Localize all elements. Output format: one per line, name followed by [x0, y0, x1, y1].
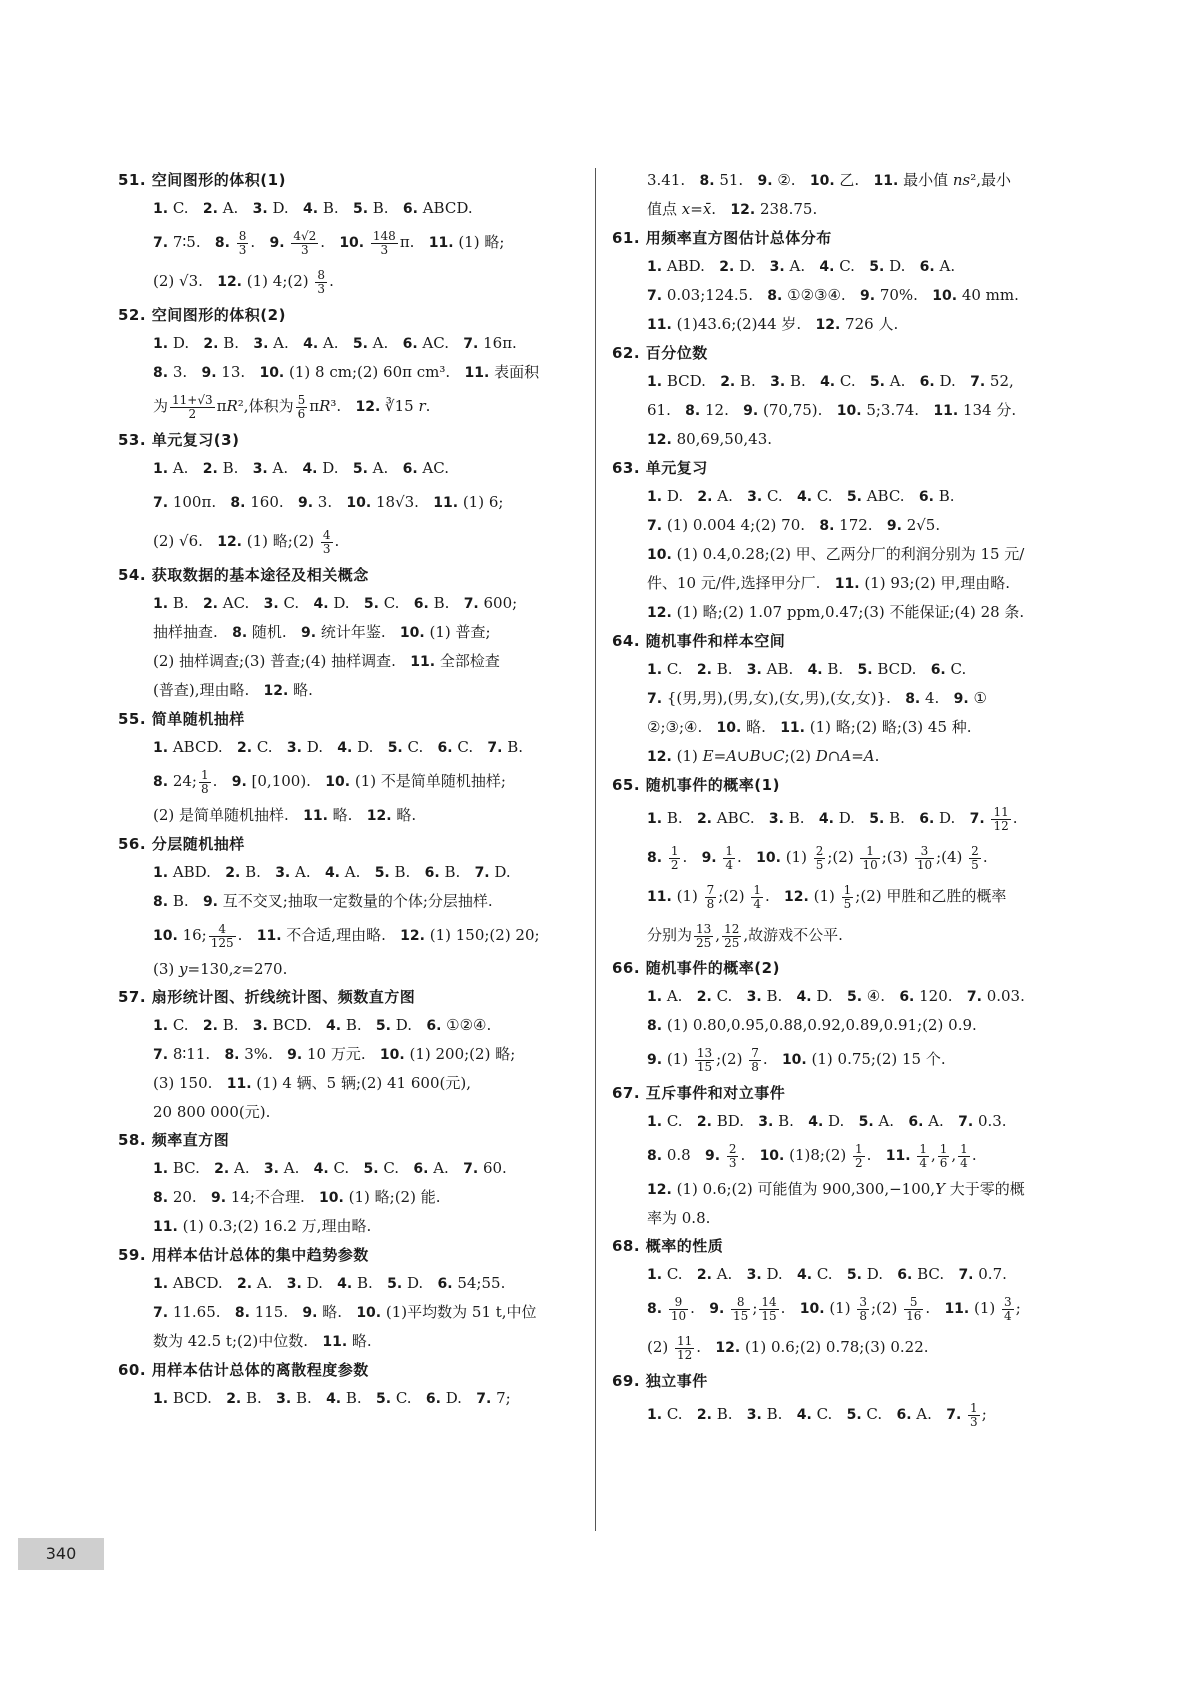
section-title: 57. 扇形统计图、折线统计图、频数直方图 [118, 988, 416, 1006]
section-title: 68. 概率的性质 [612, 1237, 724, 1255]
answer-line: 8. B. 9. 互不交叉;抽取一定数量的个体;分层抽样. [153, 892, 493, 910]
right-column [612, 166, 1077, 1434]
answer-line: (3) y=130,z=270. [153, 960, 288, 978]
answer-line: 7. 100π. 8. 160. 9. 3. 10. 18√3. 11. (1) 6; [153, 493, 504, 511]
answer-line: (2) √6. 12. (1) 略;(2) $\frac{4}{3}$ . [153, 527, 340, 556]
answer-line: 分别为 $\frac{13}{25}$ , $\frac{12}{25}$ ,故游戏不公平. [647, 921, 843, 950]
answer-line: 61. 8. 12. 9. (70,75). 10. 5;3.74. 11. 134 分. [647, 401, 1017, 419]
section-title: 59. 用样本估计总体的集中趋势参数 [118, 1246, 369, 1264]
answer-line: 12. (1) 略;(2) 1.07 ppm,0.47;(3) 不能保证;(4) 28 条. [647, 603, 1025, 621]
answer-line: 12. (1) E=A∪B∪C;(2) D∩A=A. [647, 747, 880, 765]
section-title: 60. 用样本估计总体的离散程度参数 [118, 1361, 369, 1379]
answer-line: 1. C. 2. A. 3. D. 4. C. 5. D. 6. BC. 7. 0.7. [647, 1265, 1007, 1283]
answer-line: 数为 42.5 t;(2)中位数. 11. 略. [153, 1332, 372, 1350]
column-divider [595, 168, 596, 1531]
answer-line: 7. 0.03;124.5. 8. ①②③④. 9. 70%. 10. 40 mm. [647, 286, 1019, 304]
answer-line: 1. D. 2. A. 3. C. 4. C. 5. ABC. 6. B. [647, 487, 955, 505]
answer-line: 7. (1) 0.004 4;(2) 70. 8. 172. 9. 2√5. [647, 516, 941, 534]
section-title: 69. 独立事件 [612, 1372, 708, 1390]
answer-line: 1. D. 2. B. 3. A. 4. A. 5. A. 6. AC. 7. 16π. [153, 334, 517, 352]
left-column [118, 166, 588, 1413]
section-title: 65. 随机事件的概率(1) [612, 776, 780, 794]
section-title: 52. 空间图形的体积(2) [118, 306, 286, 324]
answer-line: 12. (1) 0.6;(2) 可能值为 900,300,−100,Y 大于零的概 [647, 1180, 1025, 1198]
section-title: 64. 随机事件和样本空间 [612, 632, 786, 650]
answer-line: (2) 抽样调查;(3) 普查;(4) 抽样调查. 11. 全部检查 [153, 652, 500, 670]
answer-line: 件、10 元/件,选择甲分厂. 11. (1) 93;(2) 甲,理由略. [647, 574, 1011, 592]
answer-line: 1. A. 2. B. 3. A. 4. D. 5. A. 6. AC. [153, 459, 449, 477]
section-title: 61. 用频率直方图估计总体分布 [612, 229, 832, 247]
section-title: 55. 简单随机抽样 [118, 710, 245, 728]
answer-line: ②;③;④. 10. 略. 11. (1) 略;(2) 略;(3) 45 种. [647, 718, 972, 736]
answer-line: 11. (1) 0.3;(2) 16.2 万,理由略. [153, 1217, 372, 1235]
answer-line: 1. BCD. 2. B. 3. B. 4. B. 5. C. 6. D. 7. 7; [153, 1389, 511, 1407]
answer-line: 值点 x=x̄. 12. 238.75. [647, 200, 818, 218]
answer-line: 12. 80,69,50,43. [647, 430, 773, 448]
answer-line: 10. 16; $\frac{4}{125}$ . 11. 不合适,理由略. 12. (1) 150;(2) 20; [153, 921, 540, 950]
answer-line: 7. 11.65. 8. 115. 9. 略. 10. (1)平均数为 51 t,中位 [153, 1303, 537, 1321]
answer-line: 1. BC. 2. A. 3. A. 4. C. 5. C. 6. A. 7. 60. [153, 1159, 507, 1177]
answer-line: 8. (1) 0.80,0.95,0.88,0.92,0.89,0.91;(2) 0.9. [647, 1016, 977, 1034]
answer-line: (3) 150. 11. (1) 4 辆、5 辆;(2) 41 600(元), [153, 1074, 471, 1092]
answer-line: 10. (1) 0.4,0.28;(2) 甲、乙两分厂的利润分别为 15 元/ [647, 545, 1025, 563]
section-title: 51. 空间图形的体积(1) [118, 171, 286, 189]
section-title: 54. 获取数据的基本途径及相关概念 [118, 566, 369, 584]
answer-line: 7. 8∶11. 8. 3%. 9. 10 万元. 10. (1) 200;(2) 略; [153, 1045, 516, 1063]
answer-line: 3.41. 8. 51. 9. ②. 10. 乙. 11. 最小值 ns²,最小 [647, 171, 1012, 189]
answer-line: 1. ABD. 2. D. 3. A. 4. C. 5. D. 6. A. [647, 257, 956, 275]
answer-line: (2) √3. 12. (1) 4;(2) $\frac{8}{3}$ . [153, 267, 334, 296]
answer-line: 1. B. 2. AC. 3. C. 4. D. 5. C. 6. B. 7. 600; [153, 594, 518, 612]
answer-line: 1. C. 2. A. 3. D. 4. B. 5. B. 6. ABCD. [153, 199, 473, 217]
section-title: 66. 随机事件的概率(2) [612, 959, 780, 977]
answer-line: 7. 7∶5. 8. $\frac{8}{3}$ . 9. $\frac{4√2}{3}$ . 10. $\frac{148}{3}$ π. 11. (1) 略; [153, 228, 505, 257]
answer-line: (普查),理由略. 12. 略. [153, 681, 313, 699]
answer-line: 9. (1) $\frac{13}{15}$ ;(2) $\frac{7}{8}$ . 10. (1) 0.75;(2) 15 个. [647, 1045, 946, 1074]
answer-line: 1. BCD. 2. B. 3. B. 4. C. 5. A. 6. D. 7. 52, [647, 372, 1014, 390]
answer-line: 8. $\frac{1}{2}$ . 9. $\frac{1}{4}$ . 10. (1) $\frac{2}{5}$ ;(2) $\frac{1}{10}$ ;(3) $\frac{3}{10}$ ;(4) $\frac{2}{5}$ . [647, 843, 988, 872]
answer-line: 8. 20. 9. 14;不合理. 10. (1) 略;(2) 能. [153, 1188, 441, 1206]
answer-line: 7. {(男,男),(男,女),(女,男),(女,女)}. 8. 4. 9. ① [647, 689, 987, 707]
answer-line: 8. 0.8 9. $\frac{2}{3}$ . 10. (1)8;(2) $\frac{1}{2}$ . 11. $\frac{1}{4}$ , $\frac{1}{6}$ , $\frac{1}{4}$ . [647, 1141, 977, 1170]
answer-line: 11. (1) $\frac{7}{8}$ ;(2) $\frac{1}{4}$ . 12. (1) $\frac{1}{5}$ ;(2) 甲胜和乙胜的概率 [647, 882, 1007, 911]
answer-line: 率为 0.8. [647, 1209, 711, 1227]
answer-line: 抽样抽查. 8. 随机. 9. 统计年鉴. 10. (1) 普查; [153, 623, 491, 641]
section-title: 63. 单元复习 [612, 459, 708, 477]
answer-line: 20 800 000(元). [153, 1103, 271, 1121]
answer-line: 1. A. 2. C. 3. B. 4. D. 5. ④. 6. 120. 7. 0.03. [647, 987, 1025, 1005]
section-title: 58. 频率直方图 [118, 1131, 230, 1149]
section-title: 56. 分层随机抽样 [118, 835, 245, 853]
section-title: 67. 互斥事件和对立事件 [612, 1084, 786, 1102]
answer-line: 1. ABCD. 2. C. 3. D. 4. D. 5. C. 6. C. 7. B. [153, 738, 524, 756]
section-title: 62. 百分位数 [612, 344, 708, 362]
answer-line: 1. C. 2. B. 3. AB. 4. B. 5. BCD. 6. C. [647, 660, 967, 678]
answer-line: 8. 3. 9. 13. 10. (1) 8 cm;(2) 60π cm³. 11. 表面积 [153, 363, 540, 381]
answer-line: (2) $\frac{11}{12}$ . 12. (1) 0.6;(2) 0.78;(3) 0.22. [647, 1333, 929, 1362]
answer-line: (2) 是简单随机抽样. 11. 略. 12. 略. [153, 806, 417, 824]
answer-line: 8. $\frac{9}{10}$ . 9. $\frac{8}{15}$ ; $\frac{14}{15}$ . 10. (1) $\frac{3}{8}$ ;(2) $\frac{5}{16}$ . 11. (1) $\frac{3}{4}$ ; [647, 1294, 1021, 1323]
answer-line: 1. B. 2. ABC. 3. B. 4. D. 5. B. 6. D. 7. $\frac{11}{12}$ . [647, 804, 1018, 833]
answer-line: 1. C. 2. BD. 3. B. 4. D. 5. A. 6. A. 7. 0.3. [647, 1112, 1007, 1130]
page-number: 340 [18, 1538, 104, 1570]
answer-line: 1. ABCD. 2. A. 3. D. 4. B. 5. D. 6. 54;55. [153, 1274, 506, 1292]
section-title: 53. 单元复习(3) [118, 431, 240, 449]
answer-line: 为 $\frac{11+√3}{2}$ πR²,体积为 $\frac{5}{6}$ πR³. 12. ∛15 r. [153, 392, 431, 421]
answer-line: 1. C. 2. B. 3. B. 4. C. 5. C. 6. A. 7. $\frac{1}{3}$ ; [647, 1400, 987, 1429]
answer-line: 1. C. 2. B. 3. BCD. 4. B. 5. D. 6. ①②④. [153, 1016, 492, 1034]
answer-line: 11. (1)43.6;(2)44 岁. 12. 726 人. [647, 315, 899, 333]
answer-line: 8. 24; $\frac{1}{8}$ . 9. [0,100). 10. (1) 不是简单随机抽样; [153, 767, 506, 796]
answer-line: 1. ABD. 2. B. 3. A. 4. A. 5. B. 6. B. 7. D. [153, 863, 511, 881]
